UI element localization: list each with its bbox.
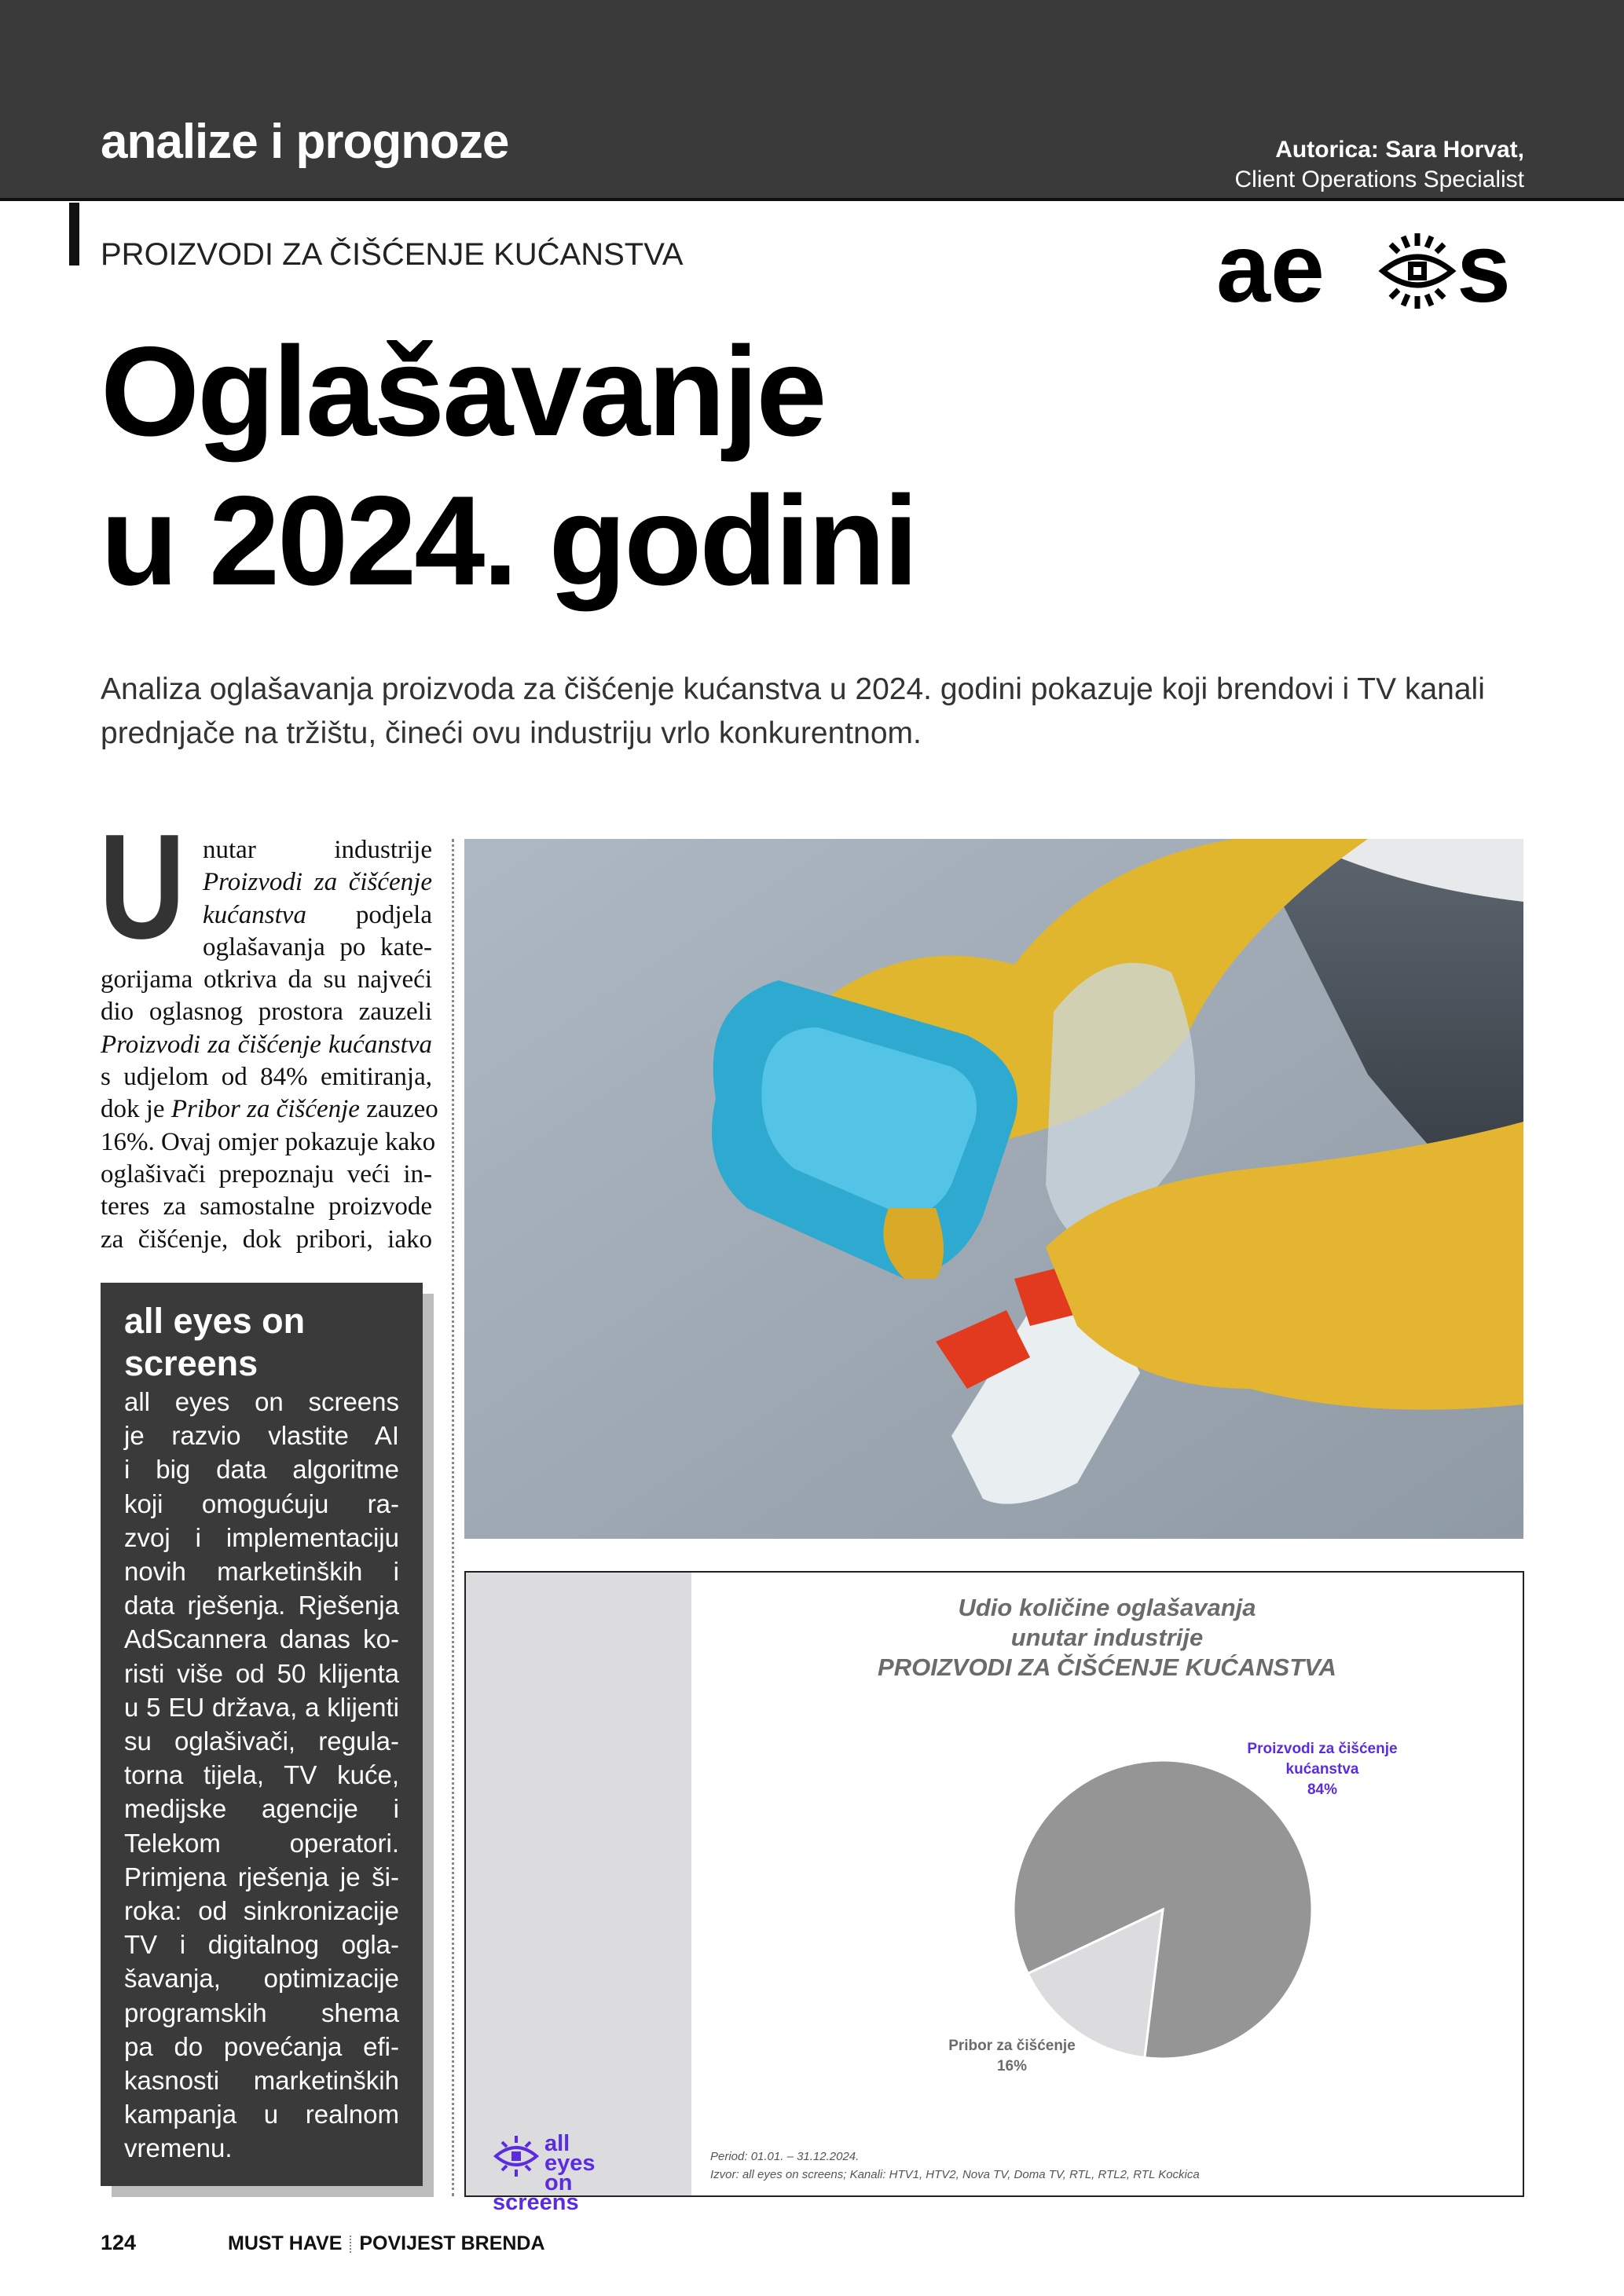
sidebar-line: kasnosti marketinških [124,2066,399,2096]
slice-value: 16% [996,2058,1028,2074]
sidebar-line: data rješenja. Rješenja [124,1591,399,1620]
sidebar-line: šavanja, optimizacije [124,1964,399,1994]
aeos-logo [1216,229,1526,313]
eye-icon [1383,233,1452,309]
chart-title-line: unutar industrije [1010,1624,1204,1651]
body-line [101,1126,436,1159]
body-line [101,1224,432,1256]
body-line [203,866,432,899]
body-line [203,834,432,866]
sidebar-line: je razvio vlastite AI [124,1421,399,1451]
section-label: PROIZVODI ZA ČIŠĆENJE KUĆANSTVA [101,237,684,272]
body-text: teres za samostalne proizvode [101,1192,432,1221]
pie-chart [466,1573,1526,2199]
all-eyes-on-screens-logo [493,2131,609,2215]
italic-term: Pribor za čišćenje [170,1095,360,1124]
italic-term: Proizvodi za čišćenje kućanstva [101,1030,432,1059]
body-line [101,1061,432,1093]
sidebar-line: torna tijela, TV kuće, [124,1760,399,1790]
svg-text:ae: ae [1216,229,1325,313]
body-line [101,964,432,996]
body-line [101,1191,432,1223]
body-text: 16%. Ovaj omjer pokazuje kako [101,1127,436,1156]
body-text: nutar industrije [203,836,432,864]
slice-label-text: Pribor za čišćenje [948,2038,1076,2054]
sidebar-heading-line: all eyes on [124,1301,306,1341]
body-text: dio oglasnog prostora zauzeli [101,998,432,1027]
section-marker [69,203,79,265]
body-text: oglašavanja po kate- [203,932,432,961]
sidebar-line: u 5 EU država, a klijenti [124,1692,399,1722]
body-text: dok je [101,1095,171,1124]
magazine-name: MUST HAVE [228,2232,343,2254]
body-line [101,1093,438,1126]
sidebar-line: medijske agencije i [124,1794,399,1824]
slice-label-proizvodi [1228,1739,1417,1800]
brand-text: screens [493,2190,579,2215]
body-line [203,899,432,932]
chart-period: Period: 01.01. – 31.12.2024. [710,2150,860,2163]
slice-label-text: kućanstva [1285,1761,1359,1778]
author-credit [1234,135,1524,195]
sidebar-text [124,1385,399,2166]
body-text: podjela [306,900,432,929]
body-text: s udjelom od 84% emitiranja, [101,1063,432,1092]
body-text: za čišćenje, dok pribori, iako [101,1225,432,1254]
sidebar-line: i big data algoritme [124,1455,399,1485]
sidebar-line: zvoj i implementaciju [124,1522,399,1552]
sidebar-heading [124,1300,399,1385]
about-sidebar [101,1283,423,2186]
column-divider [452,839,454,2196]
cleaning-photo [464,839,1523,1539]
intro-paragraph: Analiza oglašavanja proizvoda za čišćenje kućanstva u 2024. godini pokazuje koji brendovi i TV kanali prednjače na tržištu, čineći ovu industriju vrlo konkurentnom. [101,672,1485,750]
sidebar-line: AdScannera danas ko- [124,1624,399,1654]
body-line [101,996,432,1028]
sidebar-line: TV i digitalnog ogla- [124,1930,399,1960]
sidebar-line: Primjena rješenja je ši- [124,1862,399,1891]
footer-running-title [228,2232,545,2255]
sidebar-heading-line: screens [124,1343,258,1383]
sidebar-line: all eyes on screens [124,1387,399,1416]
sidebar-line: kampanja u realnom [124,2100,399,2129]
footer-section: POVIJEST BRENDA [359,2232,545,2254]
footer-separator [350,2236,351,2253]
page-number: 124 [101,2231,137,2254]
italic-term: kućanstva [203,900,306,929]
chart-source: Izvor: all eyes on screens; Kanali: HTV1, HTV2, Nova TV, Doma TV, RTL, RTL2, RTL Kockica [710,2168,1200,2181]
headline-line-2: u 2024. godini [101,470,917,612]
section-kicker: analize i prognoze [101,115,509,169]
svg-text:s: s [1457,229,1511,313]
pie-chart-panel [464,1571,1524,2215]
slice-label-pribor [918,2036,1106,2077]
sidebar-line: vremenu. [124,2133,233,2163]
chart-title-line: Udio količine oglašavanja [958,1594,1256,1621]
chart-title-line: PROIZVODI ZA ČIŠĆENJE KUĆANSTVA [878,1653,1336,1681]
sidebar-line: programskih shema [124,1998,399,2027]
brand-text: all eyes on [544,2131,596,2195]
body-line [101,1159,432,1191]
sidebar-line: pa do povećanja efi- [124,2031,399,2061]
sidebar-line: Telekom operatori. [124,1828,399,1858]
body-text: zauzeo [359,1095,438,1124]
eye-icon [493,2134,540,2178]
body-text: oglašivači prepoznaju veći in- [101,1159,432,1188]
body-column [101,834,438,1256]
author-name: Autorica: Sara Horvat, [1275,137,1524,163]
drop-cap: U [99,804,185,970]
body-line [203,932,432,964]
sidebar-line: novih marketinških i [124,1557,399,1587]
sidebar-line: risti više od 50 klijenta [124,1658,399,1688]
slice-label-text: Proizvodi za čišćenje [1247,1741,1398,1757]
sidebar-line: su oglašivači, regula- [124,1727,399,1756]
body-text: gorijama otkriva da su najveći [101,965,432,994]
slice-value: 84% [1307,1782,1338,1798]
sidebar-line: koji omogućuju ra- [124,1489,399,1518]
body-line [101,1029,432,1061]
sidebar-line: roka: od sinkronizacije [124,1896,399,1926]
author-role: Client Operations Specialist [1234,167,1524,192]
italic-term: Proizvodi za čišćenje [203,868,432,897]
headline-line-1: Oglašavanje [101,320,825,463]
